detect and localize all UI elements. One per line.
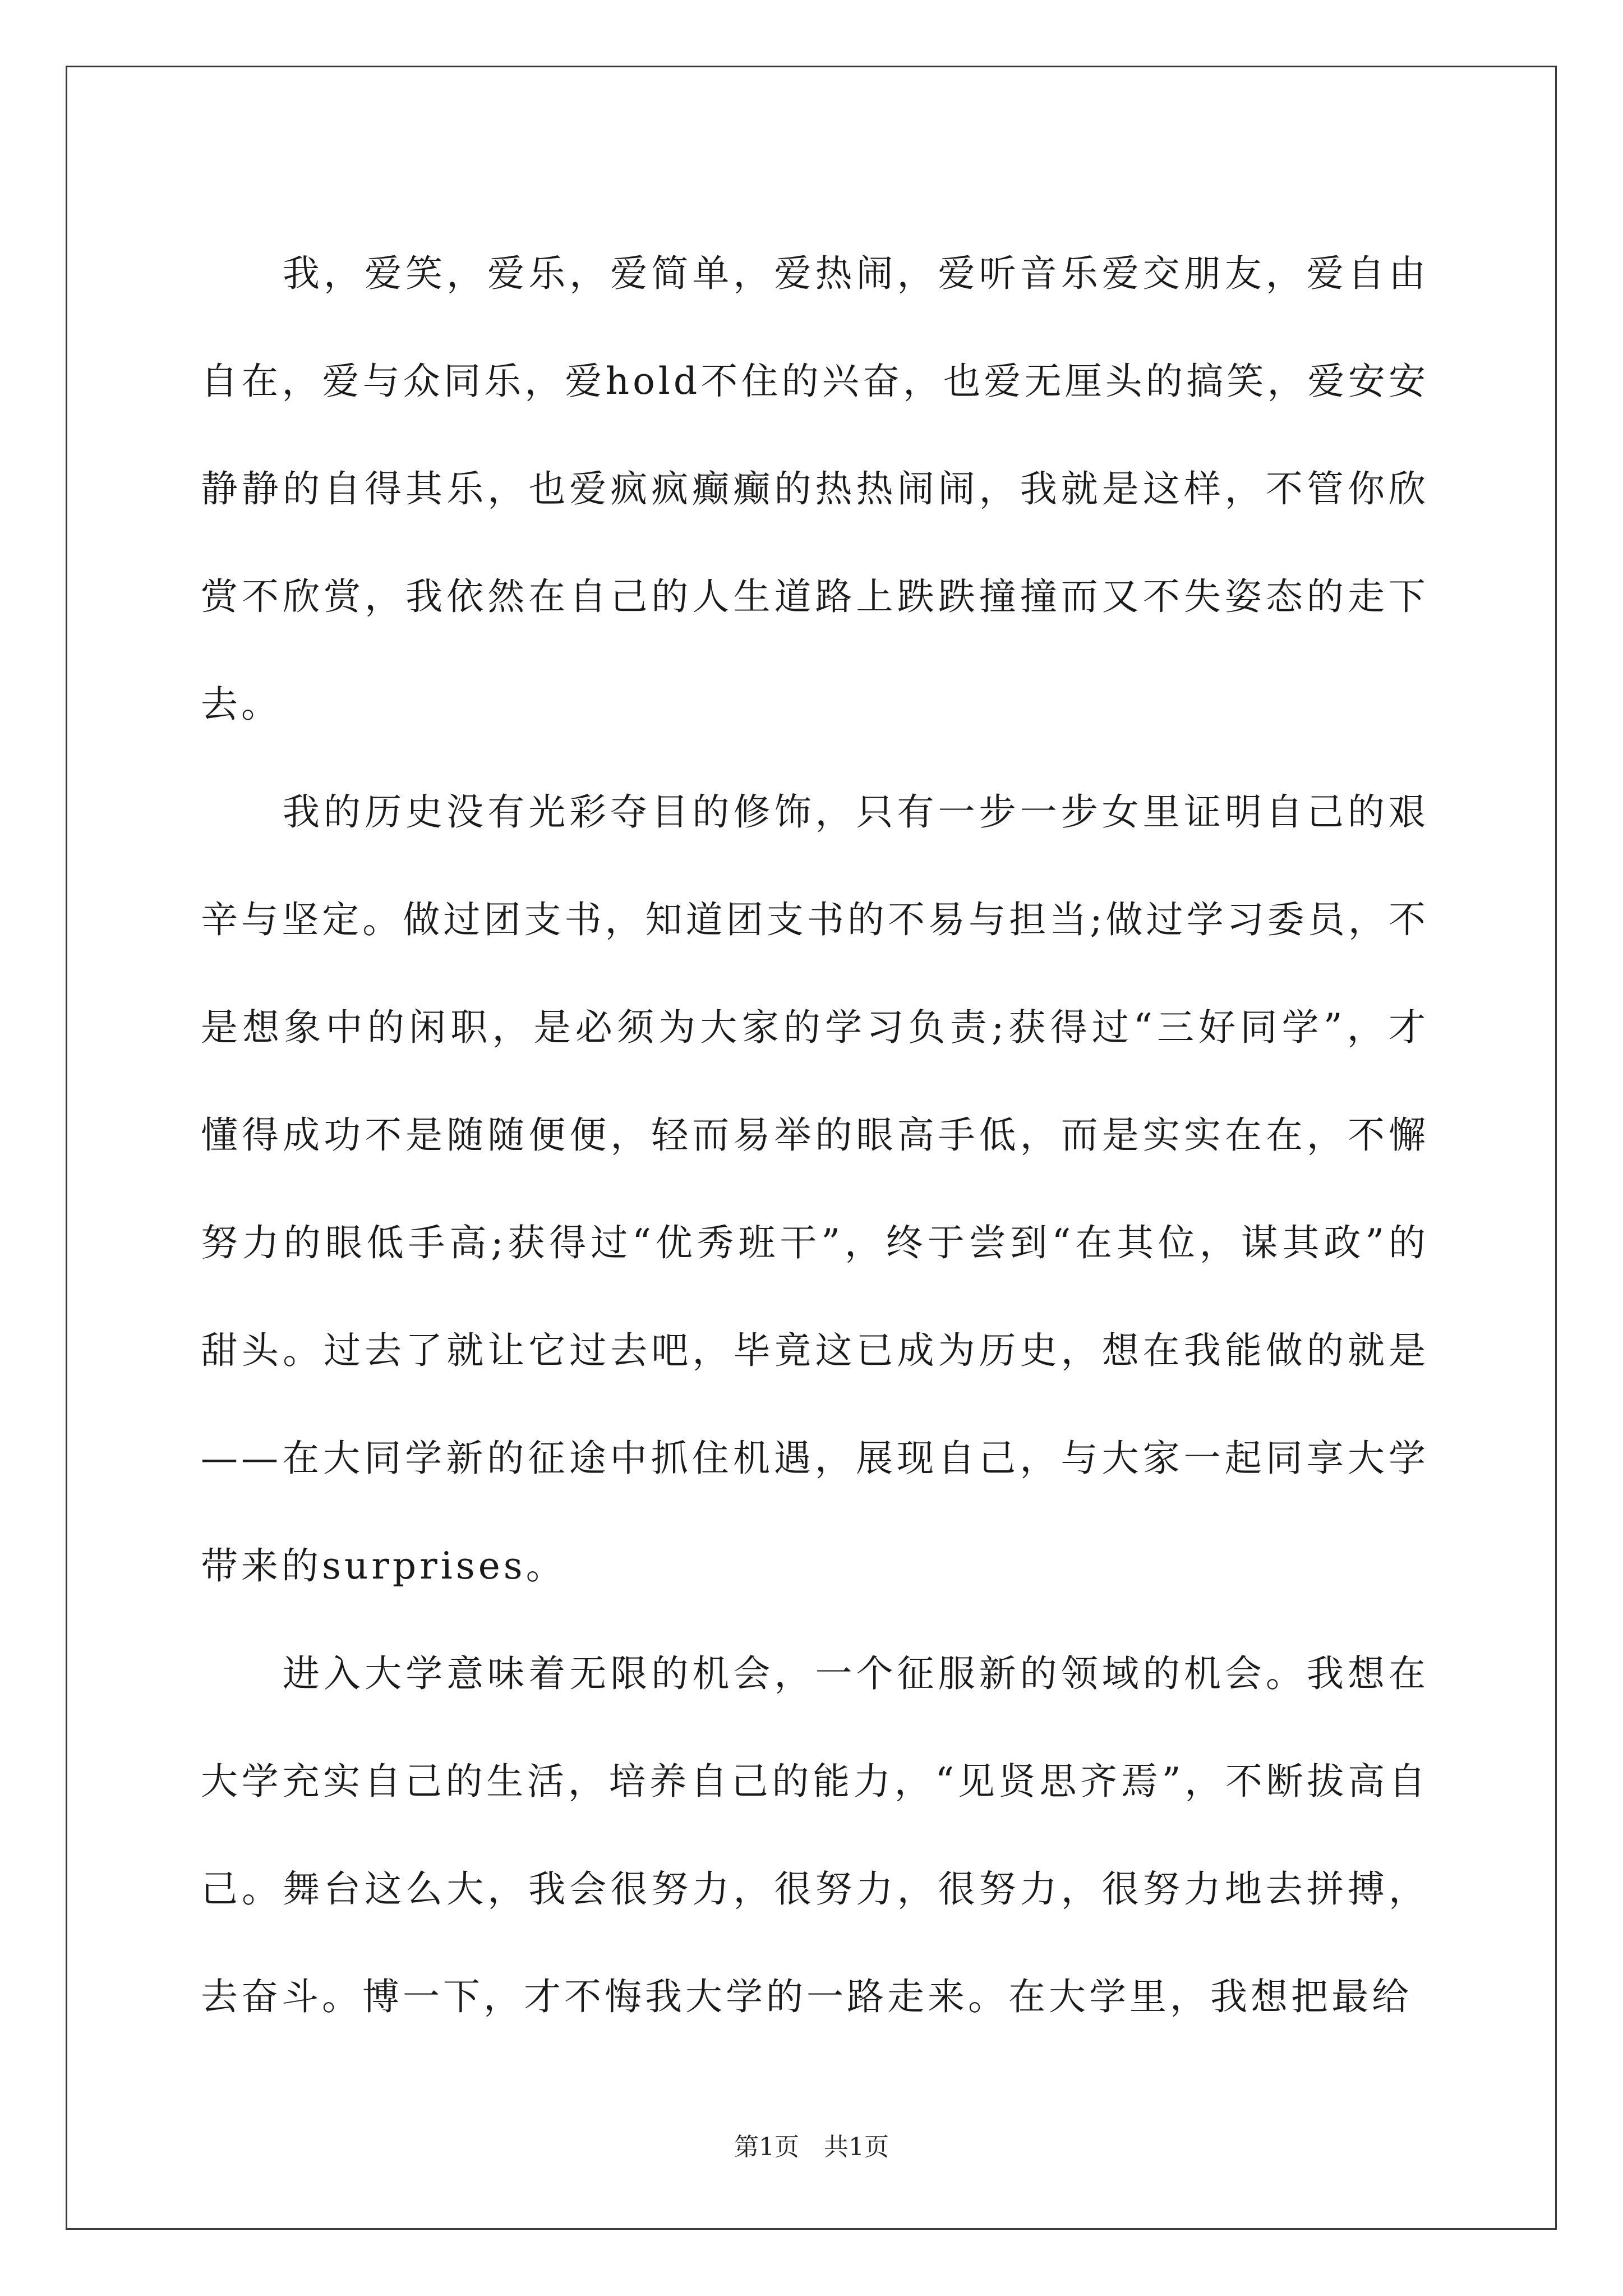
page-footer: [0, 2131, 1623, 2164]
page-number-current: 第1页: [734, 2133, 799, 2161]
paragraph-1: 我，爱笑，爱乐，爱简单，爱热闹，爱听音乐爱交朋友，爱自由自在，爱与众同乐，爱hold不住的兴奋，也爱无厘头的搞笑，爱安安静静的自得其乐，也爱疯疯癫癫的热热闹闹，我就是这样，不管你欣赏不欣赏，我依然在自己的人生道路上跌跌撞撞而又不失姿态的走下去。: [201, 252, 1429, 726]
paragraph-3: 进入大学意味着无限的机会，一个征服新的领域的机会。我想在大学充实自己的生活，培养自己的能力，“见贤思齐焉”，不断拔高自己。舞台这么大，我会很努力，很努力，很努力，很努力地去拼搏，去奋斗。博一下，才不悔我大学的一路走来。在大学里，我想把最给: [201, 1652, 1429, 2018]
page-number-total: 共1页: [824, 2133, 889, 2161]
paragraph-2: 我的历史没有光彩夺目的修饰，只有一步一步女里证明自己的艰辛与坚定。做过团支书，知道团支书的不易与担当;做过学习委员，不是想象中的闲职，是必须为大家的学习负责;获得过“三好同学”，才懂得成功不是随随便便，轻而易举的眼高手低，而是实实在在，不懈努力的眼低手高;获得过“优秀班干”，终于尝到“在其位，谋其政”的甜头。过去了就让它过去吧，毕竟这已成为历史，想在我能做的就是——在大同学新的征途中抓住机遇，展现自己，与大家一起同享大学带来的surprises。: [201, 790, 1429, 1588]
document-body: [201, 220, 1429, 2051]
